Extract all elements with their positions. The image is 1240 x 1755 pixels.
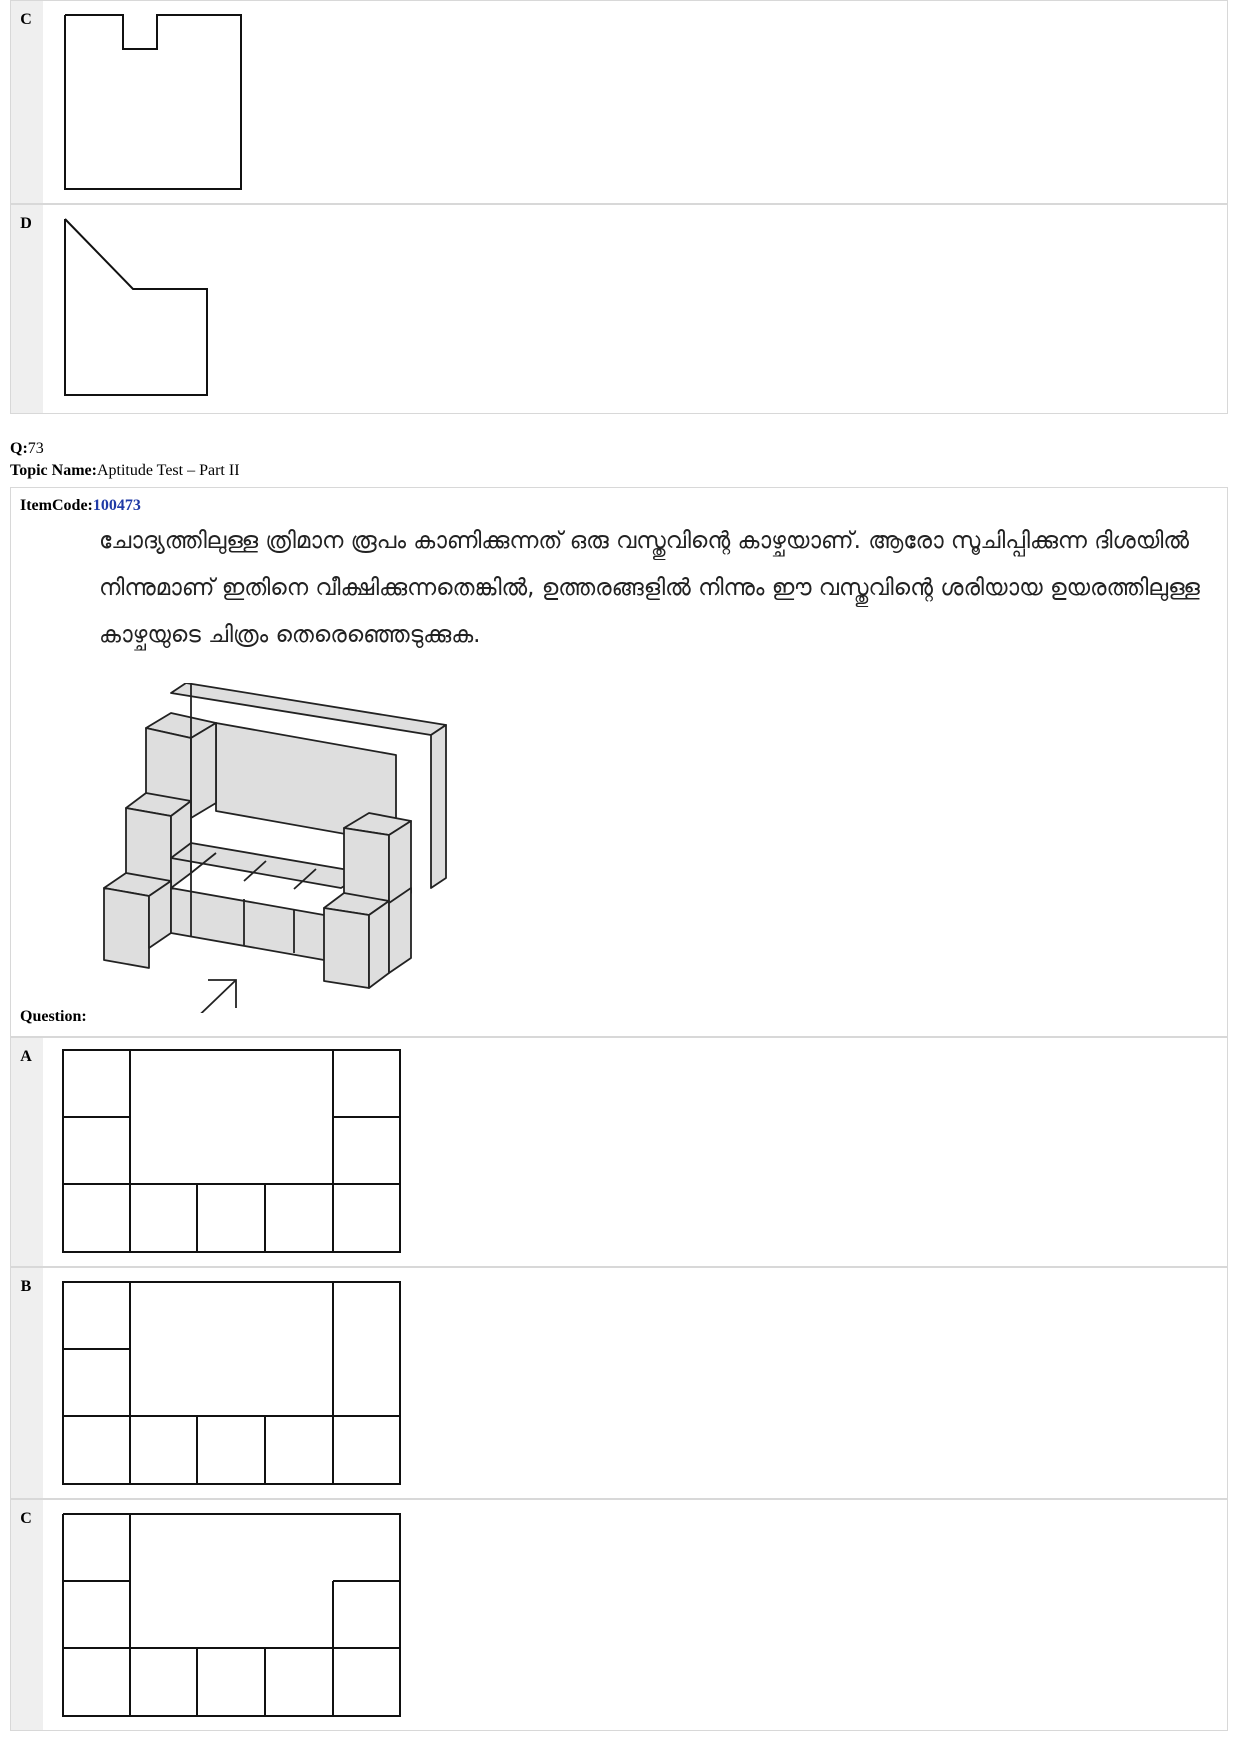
question-text: ചോദ്യത്തിലുള്ള ത്രിമാന രൂപം കാണിക്കുന്നത് ഒരു വസ്തുവിന്റെ കാഴ്ചയാണ്. ആരോ സൂചിപ്പിക്കുന്ന ദിശയിൽ നിന്നുമാണ് ഇതിനെ വീക്ഷിക്കുന്നതെങ്കിൽ, ഉത്തരങ്ങളിൽ നിന്നും ഈ വസ്തുവിന്റെ ശരിയായ ഉയരത്തിലുള്ള കാഴ്ചയുടെ ചിത്രം തെരെഞ്ഞെടുക്കുക. [99,528,1200,648]
option-label: A [11,1038,41,1266]
item-code-label: ItemCode: [20,497,93,514]
prev-option-c[interactable] [10,0,1228,204]
option-figure-cell [43,205,1227,413]
isometric-block-figure-icon [86,683,506,1013]
question-number [10,440,44,458]
notched-square-shape-icon [43,1,343,205]
cut-corner-shape-icon [43,205,343,415]
question-number-value: 73 [27,440,44,457]
elevation-grid-c-icon [43,1500,403,1732]
option-label: B [11,1268,41,1498]
topic-name [10,462,240,480]
option-figure-cell [43,1500,1227,1730]
question-label: Question: [20,1008,87,1025]
topic-name-label: Topic Name: [10,462,97,479]
prev-option-d[interactable] [10,204,1228,414]
option-label: C [11,1500,41,1730]
elevation-grid-a-icon [43,1038,403,1268]
question-box [10,487,1228,1037]
option-figure-cell [43,1268,1227,1498]
option-b[interactable] [10,1267,1228,1499]
option-label: C [11,1,41,203]
option-a[interactable] [10,1037,1228,1267]
option-figure-cell [43,1,1227,203]
option-figure-cell [43,1038,1227,1266]
question-number-label: Q: [10,440,28,457]
item-code [20,497,141,515]
view-direction-arrow-icon [186,980,236,1013]
elevation-grid-b-icon [43,1268,403,1500]
topic-name-value: Aptitude Test – Part II [96,462,240,479]
option-c[interactable] [10,1499,1228,1731]
item-code-value: 100473 [92,497,141,514]
option-label: D [11,205,41,413]
